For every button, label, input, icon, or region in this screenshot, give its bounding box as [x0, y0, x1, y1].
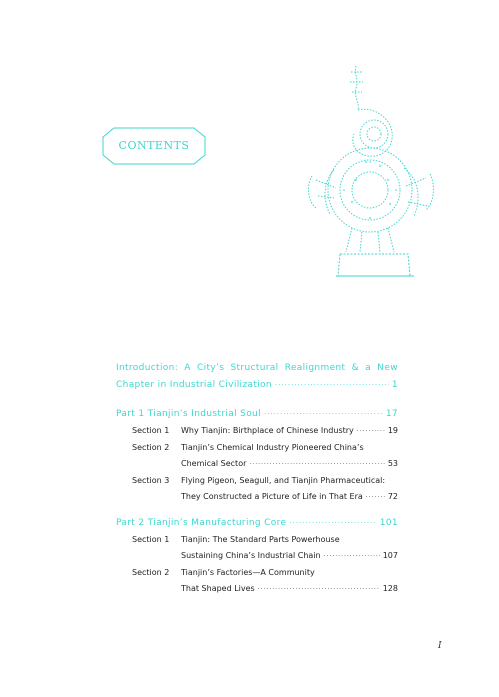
section-title: Tianjin: The Standard Parts Powerhouse [181, 535, 340, 544]
leader-dots [249, 457, 384, 473]
intro-title-line [116, 360, 398, 377]
toc-part-1 [116, 406, 398, 506]
section-title: Tianjin’s Factories—A Community [181, 568, 315, 577]
leader-dots [275, 377, 389, 394]
leader-dots [357, 424, 385, 440]
part-title: Part 1 Tianjin’s Industrial Soul [116, 409, 261, 419]
section-number: Section 3 [132, 476, 170, 485]
part-title: Part 2 Tianjin’s Manufacturing Core [116, 518, 287, 528]
section-title: Flying Pigeon, Seagull, and Tianjin Pharmaceutical: [181, 476, 386, 485]
toc-entry-part-1-section-2[interactable] [116, 440, 398, 473]
toc-entry-part-2-section-2[interactable] [116, 565, 398, 598]
section-title-continued: Sustaining China’s Industrial Chain [181, 551, 321, 560]
section-page-number: 128 [382, 584, 398, 593]
section-page-number: 53 [387, 459, 398, 468]
toc-entry-introduction[interactable] [116, 360, 398, 394]
section-number: Section 1 [132, 535, 170, 544]
leader-dots [324, 549, 380, 565]
section-title-continued: That Shaped Lives [181, 584, 255, 593]
intro-word: a [365, 363, 372, 373]
part-page-number: 17 [385, 409, 398, 419]
intro-word: Realignment [284, 363, 346, 373]
section-page-number: 107 [382, 551, 398, 560]
intro-word: Introduction: [116, 363, 179, 373]
section-page-number: 19 [387, 426, 398, 435]
section-number: Section 1 [132, 426, 170, 435]
leader-dots [264, 406, 383, 423]
intro-word: New [377, 363, 398, 373]
toc-part-2 [116, 515, 398, 598]
toc-entry-part-1-section-3[interactable] [116, 473, 398, 506]
contents-badge [102, 127, 206, 165]
section-number: Section 2 [132, 568, 170, 577]
toc-entry-part-2-section-1[interactable] [116, 532, 398, 565]
intro-subtitle: Chapter in Industrial Civilization [116, 380, 272, 390]
table-of-contents [116, 360, 398, 607]
intro-word: A [184, 363, 191, 373]
section-title: Why Tianjin: Birthplace of Chinese Industry [181, 426, 354, 435]
toc-entry-part-1-section-1[interactable] [116, 423, 398, 440]
section-title-continued: Chemical Sector [181, 459, 247, 468]
leader-dots [258, 582, 380, 598]
leader-dots [289, 515, 376, 532]
section-title: Tianjin’s Chemical Industry Pioneered China’s [181, 443, 364, 452]
intro-page-number: 1 [391, 380, 398, 390]
toc-entry-part-1[interactable] [116, 406, 398, 423]
industrial-sculpture-illustration-icon [296, 62, 440, 284]
intro-word: City’s [196, 363, 225, 373]
toc-entry-part-2[interactable] [116, 515, 398, 532]
leader-dots [366, 490, 385, 506]
contents-title: CONTENTS [118, 139, 190, 152]
section-number: Section 2 [132, 443, 170, 452]
intro-word: & [351, 363, 359, 373]
section-title-continued: They Constructed a Picture of Life in That Era [181, 492, 363, 501]
page-number: I [438, 641, 442, 651]
intro-word: Structural [230, 363, 279, 373]
intro-subtitle-line [116, 377, 398, 394]
part-page-number: 101 [379, 518, 398, 528]
section-page-number: 72 [387, 492, 398, 501]
